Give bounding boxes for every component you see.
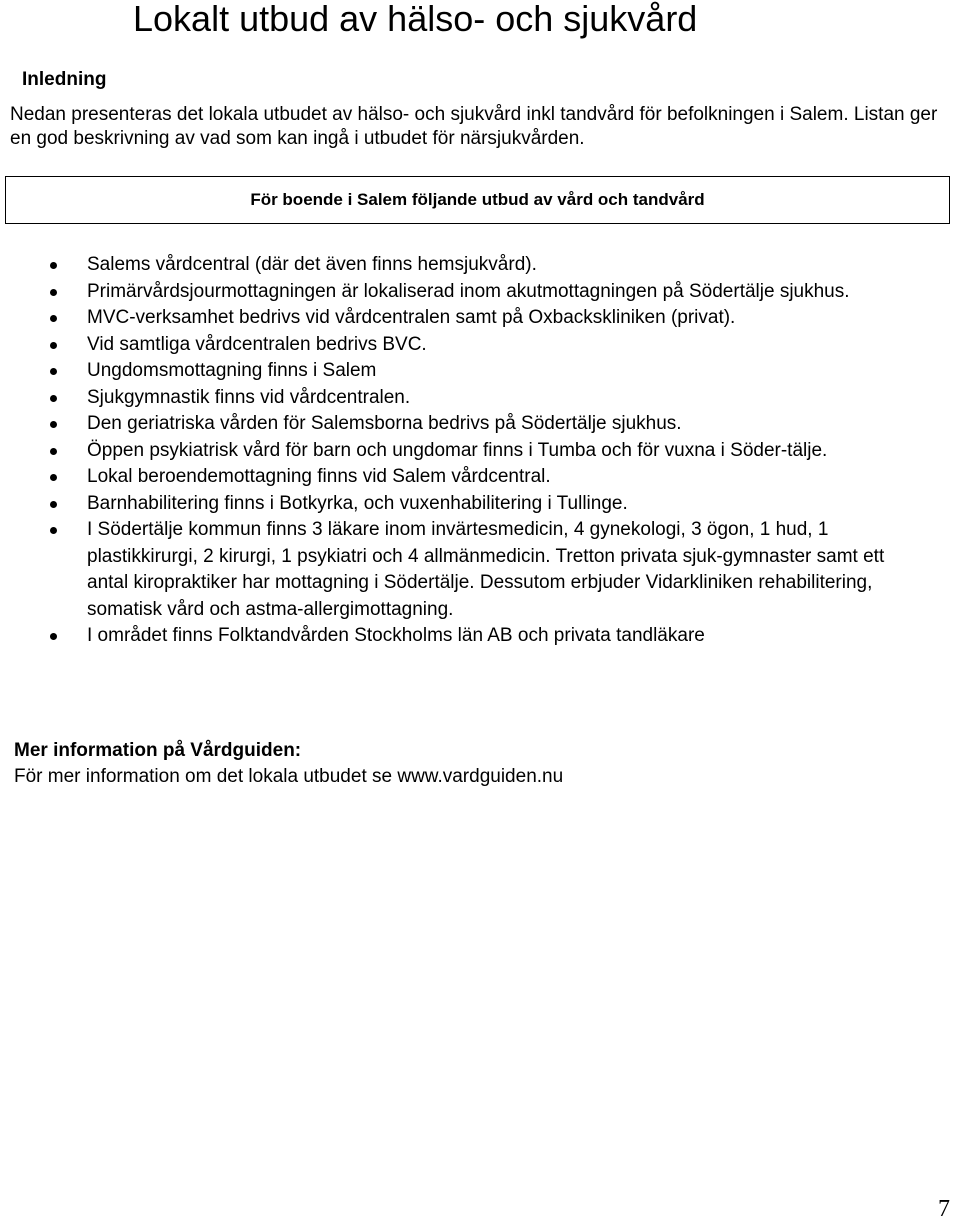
list-item xyxy=(0,252,960,279)
list-item xyxy=(0,332,960,359)
page-number: 7 xyxy=(938,1196,950,1222)
list-item-text: I området finns Folktandvården Stockholms län AB och privata tandläkare xyxy=(87,625,705,646)
list-item-text: Den geriatriska vården för Salemsborna bedrivs på Södertälje sjukhus. xyxy=(87,413,682,434)
list-item xyxy=(0,623,960,650)
services-list xyxy=(0,252,960,650)
page-title: Lokalt utbud av hälso- och sjukvård xyxy=(133,0,698,39)
list-item xyxy=(0,517,960,623)
bullet-icon xyxy=(50,315,57,322)
list-item-text: Barnhabilitering finns i Botkyrka, och vuxenhabilitering i Tullinge. xyxy=(87,492,628,514)
bullet-icon xyxy=(50,448,57,455)
list-item-text: Lokal beroendemottagning finns vid Salem vårdcentral. xyxy=(87,466,551,487)
bullet-icon xyxy=(50,342,57,349)
intro-paragraph: Nedan presenteras det lokala utbudet av hälso- och sjukvård inkl tandvård för befolkningen i Salem. Listan ger en god beskrivning av vad som kan ingå i utbudet för närsjukvården. xyxy=(10,104,938,149)
bullet-icon xyxy=(50,368,57,375)
list-item xyxy=(0,411,960,438)
list-item xyxy=(0,438,960,465)
list-item-text: Vid samtliga vårdcentralen bedrivs BVC. xyxy=(87,333,427,355)
list-item xyxy=(0,305,960,332)
list-item-text: I Södertälje kommun finns 3 läkare inom invärtesmedicin, 4 gynekologi, 3 ögon, 1 hud, 1 plastikkirurgi, 2 kirurgi, 1 psykiatri och 4 allmänmedicin. Tretton privata sjuk-gymnaster samt ett antal kiropraktiker har mottagning i Södertälje. Dessutom erbjuder Vidarkliniken rehabilitering, somatisk vård och astma-allergimottagning. xyxy=(87,519,885,620)
list-item-text: Ungdomsmottagning finns i Salem xyxy=(87,360,377,381)
bullet-icon xyxy=(50,289,57,296)
list-item-text: Sjukgymnastik finns vid vårdcentralen. xyxy=(87,386,411,408)
more-info-heading: Mer information på Vårdguiden: xyxy=(14,740,302,761)
bullet-icon xyxy=(50,262,57,269)
list-item xyxy=(0,358,960,385)
more-info-text: För mer information om det lokala utbudet se www.vardguiden.nu xyxy=(14,766,564,787)
bullet-icon xyxy=(50,527,57,534)
list-item xyxy=(0,385,960,412)
list-item-text: Primärvårdsjourmottagningen är lokaliserad inom akutmottagningen på Södertälje sjukhus. xyxy=(87,280,850,302)
list-item xyxy=(0,491,960,518)
list-item-text: Salems vårdcentral (där det även finns hemsjukvård). xyxy=(87,254,537,275)
list-item-text: Öppen psykiatrisk vård för barn och ungdomar finns i Tumba och för vuxna i Söder-tälje. xyxy=(87,439,828,461)
bullet-icon xyxy=(50,633,57,640)
bullet-icon xyxy=(50,501,57,508)
list-item xyxy=(0,464,960,491)
list-item xyxy=(0,279,960,306)
bullet-icon xyxy=(50,474,57,481)
bullet-icon xyxy=(50,421,57,428)
boxed-heading: För boende i Salem följande utbud av vård och tandvård xyxy=(5,176,950,224)
section-heading: Inledning xyxy=(22,69,107,90)
bullet-icon xyxy=(50,395,57,402)
list-item-text: MVC-verksamhet bedrivs vid vårdcentralen samt på Oxbackskliniken (privat). xyxy=(87,307,736,328)
